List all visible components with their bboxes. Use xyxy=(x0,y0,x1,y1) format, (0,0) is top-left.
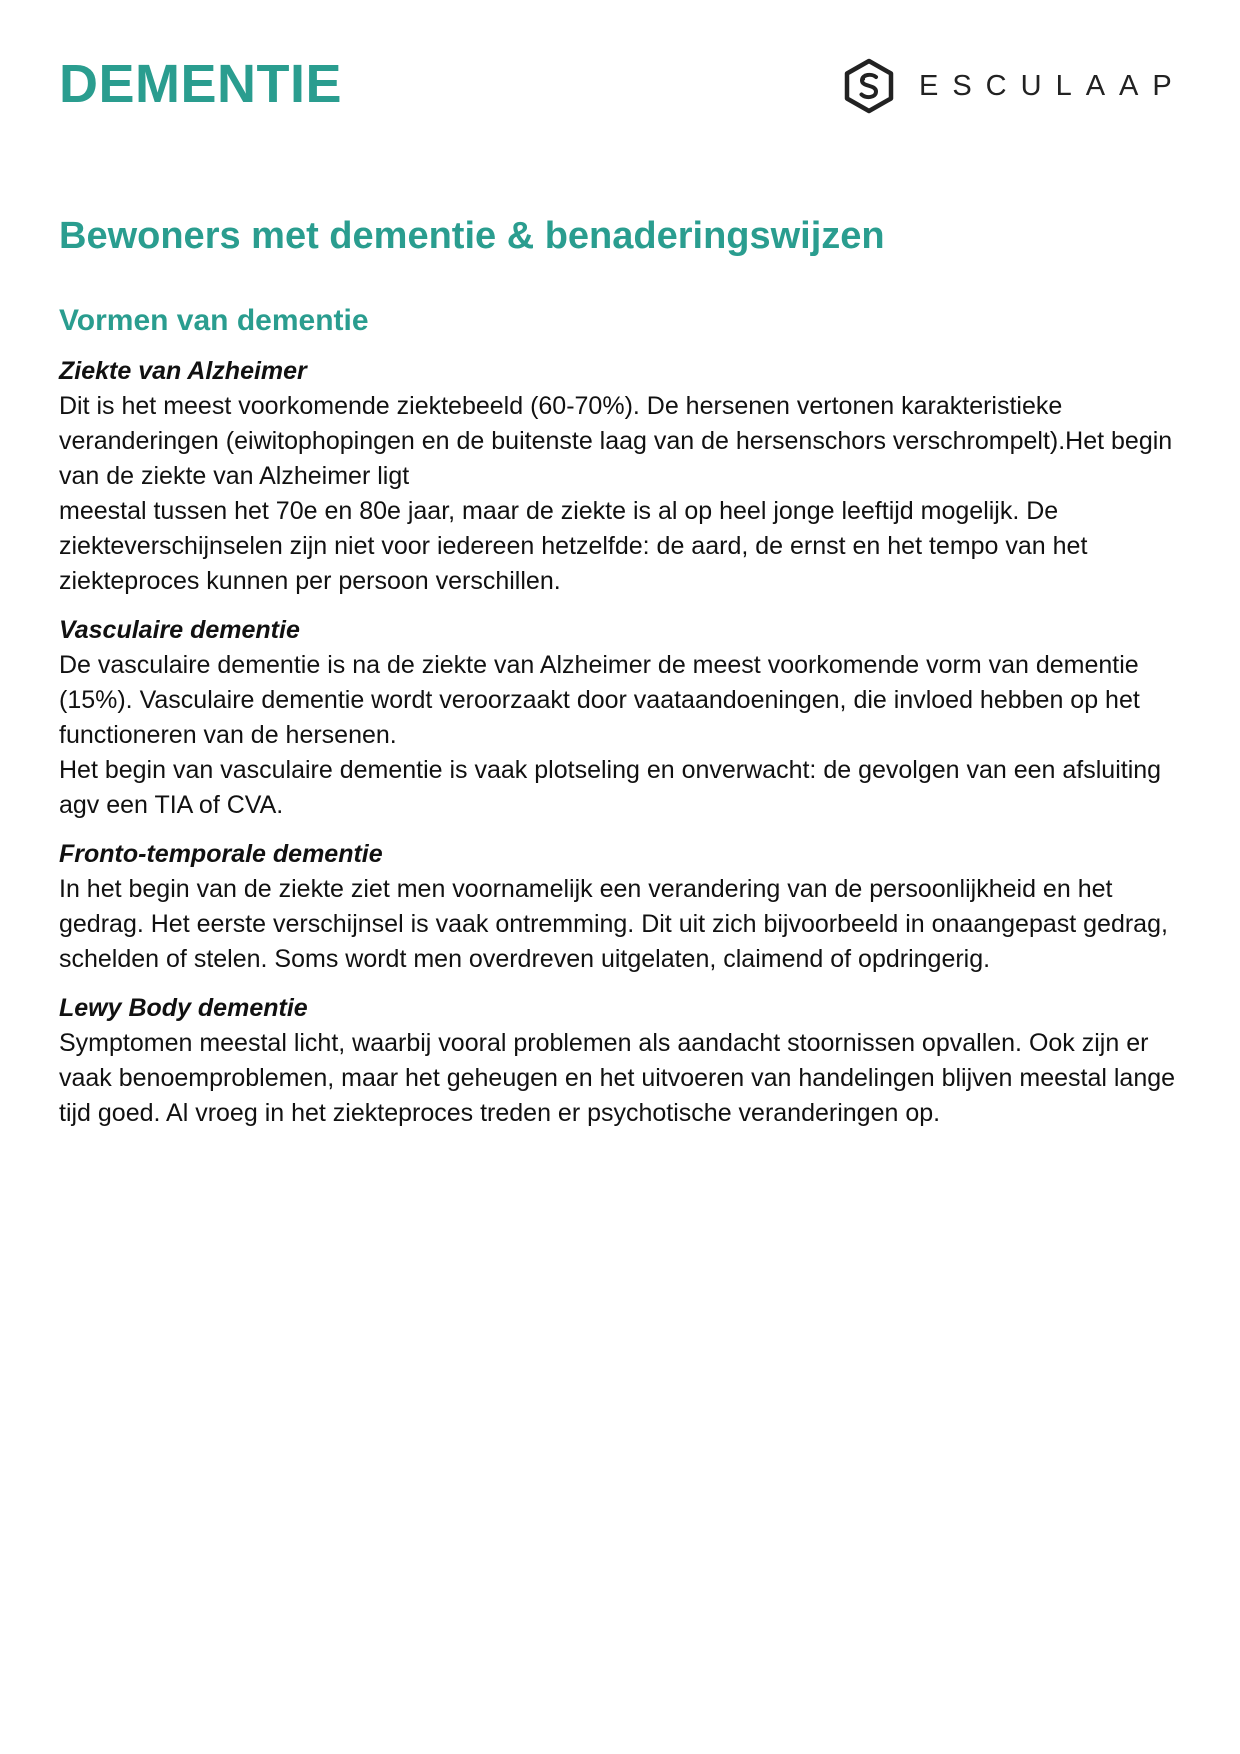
document-content xyxy=(59,208,1189,1145)
section-paragraph: meestal tussen het 70e en 80e jaar, maar de ziekte is al op heel jonge leeftijd mogelijk. De ziekteverschijnselen zijn niet voor iedereen hetzelfde: de aard, de ernst en het tempo van het ziekteproces kunnen per persoon verschillen. xyxy=(59,497,1088,595)
esculaap-logo-icon xyxy=(843,58,895,114)
section-title: Lewy Body dementie xyxy=(59,994,308,1022)
section-paragraph: De vasculaire dementie is na de ziekte van Alzheimer de meest voorkomende vorm van dementie (15%). Vasculaire dementie wordt veroorzaakt door vaataandoeningen, die invloed hebben op het functioneren van de hersenen. xyxy=(59,651,1140,749)
document-title: DEMENTIE xyxy=(59,54,343,114)
main-heading: Bewoners met dementie & benaderingswijzen xyxy=(59,215,885,257)
section-fronto-temporale xyxy=(59,837,1189,977)
section-vasculaire xyxy=(59,613,1189,823)
section-paragraph: Dit is het meest voorkomende ziektebeeld (60-70%). De hersenen vertonen karakteristieke veranderingen (eiwitophopingen en de buitenste laag van de hersenschors verschrompelt).Het begin van de ziekte van Alzheimer ligt xyxy=(59,392,1173,490)
section-paragraph: Symptomen meestal licht, waarbij vooral problemen als aandacht stoornissen opvallen. Ook zijn er vaak benoemproblemen, maar het geheugen en het uitvoeren van handelingen blijven meestal lange tijd goed. Al vroeg in het ziekteproces treden er psychotische veranderingen op. xyxy=(59,1029,1176,1127)
section-title: Fronto-temporale dementie xyxy=(59,840,383,868)
section-paragraph: In het begin van de ziekte ziet men voornamelijk een verandering van de persoonlijkheid en het gedrag. Het eerste verschijnsel is vaak ontremming. Dit uit zich bijvoorbeeld in onaangepast gedrag, schelden of stelen. Soms wordt men overdreven uitgelaten, claimend of opdringerig. xyxy=(59,875,1168,973)
section-alzheimer xyxy=(59,354,1189,599)
esculaap-logo xyxy=(843,58,1186,114)
logo-text: ESCULAAP xyxy=(919,69,1186,102)
section-title: Ziekte van Alzheimer xyxy=(59,357,307,385)
sub-heading: Vormen van dementie xyxy=(59,304,369,337)
section-paragraph: Het begin van vasculaire dementie is vaak plotseling en onverwacht: de gevolgen van een afsluiting agv een TIA of CVA. xyxy=(59,756,1162,819)
section-title: Vasculaire dementie xyxy=(59,616,300,644)
section-lewy-body xyxy=(59,991,1189,1131)
